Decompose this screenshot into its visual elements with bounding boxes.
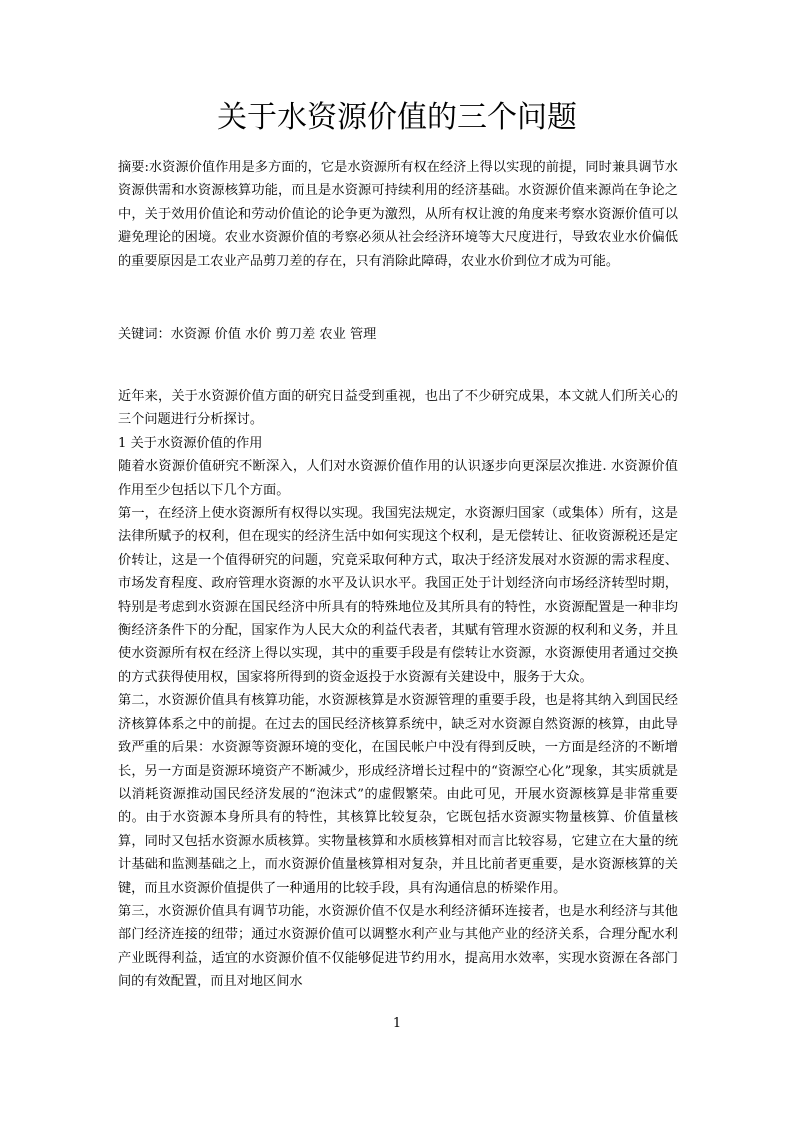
body-paragraph: 第一，在经济上使水资源所有权得以实现。我国宪法规定，水资源归国家（或集体）所有，这是法律所赋予的权利，但在现实的经济生活中如何实现这个权利，是无偿转让、征收资源税还是定价转让，这是一个值得研究的问题，究竟采取何种方式，取决于经济发展对水资源的需求程度、市场发育程度、政府管理水资源的水平及认识水平。我国正处于计划经济向市场经济转型时期，特别是考虑到水资源在国民经济中所具有的特殊地位及其所具有的特性，水资源配置是一种非均衡经济条件下的分配，国家作为人民大众的利益代表者，其赋有管理水资源的权利和义务，并且使水资源所有权在经济上得以实现，其中的重要手段是有偿转让水资源，水资源使用者通过交换的方式获得使用权，国家将所得到的资金返投于水资源有关建设中，服务于大众。 <box>118 506 678 685</box>
body-paragraph: 近年来，关于水资源价值方面的研究日益受到重视，也出了不少研究成果，本文就人们所关心的三个问题进行分析探讨。 <box>118 389 678 428</box>
body-paragraph: 第二，水资源价值具有核算功能，水资源核算是水资源管理的重要手段，也是将其纳入到国民经济核算体系之中的前提。在过去的国民经济核算系统中，缺乏对水资源自然资源的核算，由此导致严重的后果：水资源等资源环境的变化，在国民帐户中没有得到反映，一方面是经济的不断增长，另一方面是资源环境资产不断减少，形成经济增长过程中的“资源空心化”现象，其实质就是以消耗资源推动国民经济发展的“泡沫式”的虚假繁荣。由此可见，开展水资源核算是非常重要的。由于水资源本身所具有的特性，其核算比较复杂，它既包括水资源实物量核算、价值量核算，同时又包括水资源水质核算。实物量核算和水质核算相对而言比较容易，它建立在大量的统计基础和监测基础之上，而水资源价值量核算相对复杂，并且比前者更重要，是水资源核算的关键，而且水资源价值提供了一种通用的比较手段，具有沟通信息的桥梁作用。 <box>118 693 678 896</box>
section-heading: 1 关于水资源价值的作用 <box>118 435 263 451</box>
body-paragraph: 随着水资源价值研究不断深入，人们对水资源价值作用的认识逐步向更深层次推进. 水资源价值作用至少包括以下几个方面。 <box>118 459 678 498</box>
page-number: 1 <box>392 1016 402 1031</box>
abstract-paragraph: 摘要:水资源价值作用是多方面的，它是水资源所有权在经济上得以实现的前提，同时兼具调节水资源供需和水资源核算功能，而且是水资源可持续利用的经济基础。水资源价值来源尚在争论之中，关于效用价值论和劳动价值论的论争更为激烈，从所有权让渡的角度来考察水资源价值可以避免理论的困境。农业水资源价值的考察必须从社会经济环境等大尺度进行，导致农业水价偏低的重要原因是工农业产品剪刀差的存在，只有消除此障碍，农业水价到位才成为可能。 <box>118 160 678 269</box>
document-title: 关于水资源价值的三个问题 <box>217 100 577 135</box>
body-text <box>118 385 678 994</box>
keywords-line: 关键词：水资源 价值 水价 剪刀差 农业 管理 <box>118 327 377 342</box>
body-paragraph: 第三，水资源价值具有调节功能，水资源价值不仅是水利经济循环连接者，也是水利经济与其他部门经济连接的纽带；通过水资源价值可以调整水利产业与其他产业的经济关系，合理分配水利产业既得利益，适宜的水资源价值不仅能够促进节约用水，提高用水效率，实现水资源在各部门间的有效配置，而且对地区间水 <box>118 903 678 990</box>
